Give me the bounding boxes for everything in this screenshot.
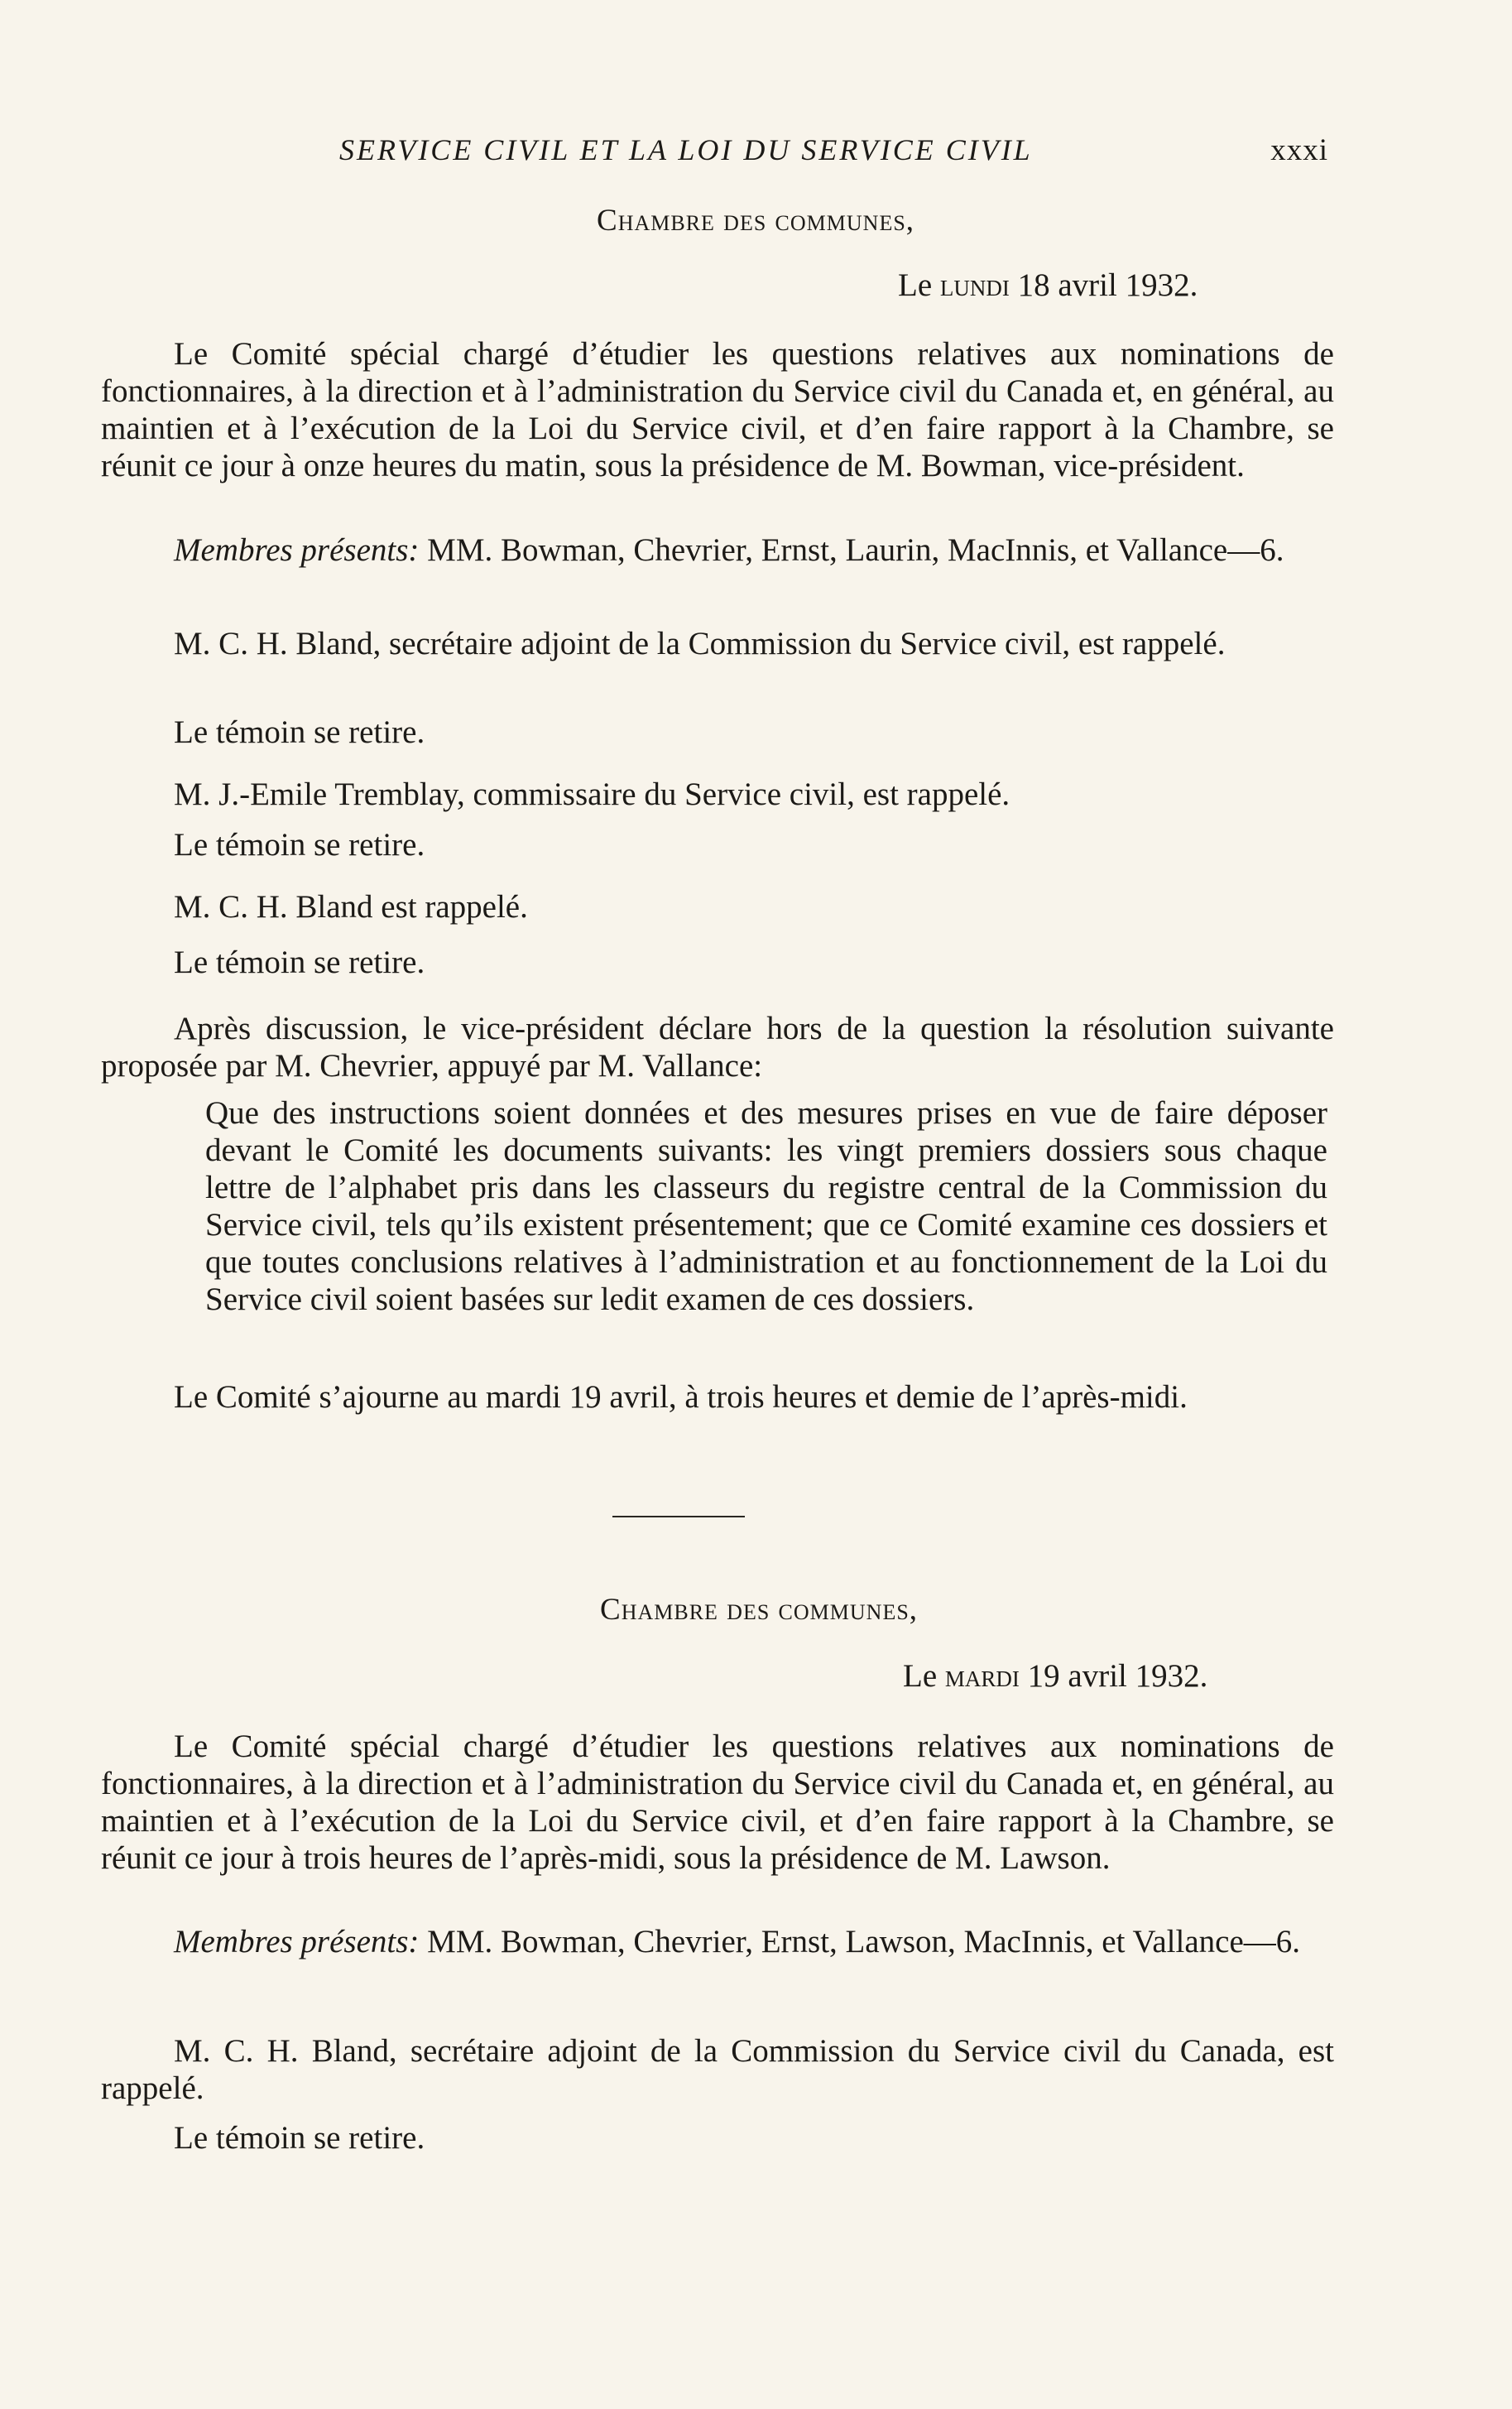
sitting-1-bland: [101, 625, 1334, 662]
dateline-rest: 18 avril 1932.: [1009, 267, 1198, 303]
bland-recalled: M. C. H. Bland, secrétaire adjoint de la Commission du Service civil du Canada, est rappelé.: [101, 2033, 1334, 2106]
discussion-paragraph: Après discussion, le vice-président déclare hors de la question la résolution suivante proposée par M. Chevrier, appuyé par M. Vallance:: [101, 1011, 1334, 1084]
sitting-1-bland-short: [101, 888, 1334, 926]
page-number: xxxi: [1270, 133, 1328, 167]
dateline-day: mardi: [944, 1658, 1020, 1694]
sitting-2-bland: [101, 2032, 1334, 2107]
witness-retires: Le témoin se retire.: [174, 714, 425, 750]
opening-paragraph: Le Comité spécial chargé d’étudier les questions relatives aux nominations de fonctionnaires, à la direction et à l’administration du Service civil du Canada et, en général, au maintien et à l’exécution de la Loi du Service civil, et d’en faire rapport à la Chambre, se réunit ce jour à trois heures de l’après-midi, sous la présidence de M. Lawson.: [101, 1729, 1334, 1876]
running-head: SERVICE CIVIL ET LA LOI DU SERVICE CIVIL: [339, 133, 1033, 166]
bland-recalled: M. C. H. Bland, secrétaire adjoint de la Commission du Service civil, est rappelé.: [174, 626, 1226, 661]
dateline-rest: 19 avril 1932.: [1019, 1658, 1208, 1694]
sitting-1-opening: [101, 335, 1334, 484]
sitting-1-members: [101, 531, 1334, 569]
members-list: MM. Bowman, Chevrier, Ernst, Laurin, MacInnis, et Vallance—6.: [419, 532, 1284, 568]
members-present: [101, 1923, 1334, 1960]
sitting-1-retire-1: [101, 714, 1334, 751]
adjournment-paragraph: Le Comité s’ajourne au mardi 19 avril, à trois heures et demie de l’après-midi.: [174, 1379, 1188, 1415]
bland-recalled-short: M. C. H. Bland est rappelé.: [174, 889, 528, 925]
chamber-heading-rest: hambre des communes,: [617, 204, 915, 238]
sitting-2-opening: [101, 1728, 1334, 1877]
section-divider: [612, 1516, 745, 1517]
members-label: Membres présents:: [174, 532, 420, 568]
members-list: MM. Bowman, Chevrier, Ernst, Lawson, MacInnis, et Vallance—6.: [419, 1924, 1301, 1959]
dateline-2: [903, 1657, 1207, 1695]
chamber-heading-initial: C: [600, 1593, 622, 1627]
sitting-1-discussion: [101, 1010, 1334, 1084]
sitting-1-adjourn: [101, 1378, 1334, 1416]
witness-retires: Le témoin se retire.: [174, 2120, 425, 2156]
witness-retires: Le témoin se retire.: [174, 945, 425, 980]
opening-paragraph: Le Comité spécial chargé d’étudier les questions relatives aux nominations de fonctionnaires, à la direction et à l’administration du Service civil du Canada et, en général, au maintien et à l’exécution de la Loi du Service civil, et d’en faire rapport à la Chambre, se réunit ce jour à onze heures du matin, sous la présidence de M. Bowman, vice-président.: [101, 336, 1334, 483]
tremblay-recalled: M. J.-Emile Tremblay, commissaire du Service civil, est rappelé.: [174, 777, 1010, 812]
dateline-prefix: Le: [898, 267, 940, 303]
dateline-day: lundi: [939, 267, 1010, 303]
members-label: Membres présents:: [174, 1924, 420, 1959]
chamber-heading-1: [597, 203, 914, 238]
chamber-heading-initial: C: [597, 204, 618, 238]
dateline-1: [898, 267, 1198, 304]
sitting-1-retire-2: [101, 826, 1334, 863]
sitting-1-tremblay: [101, 776, 1334, 813]
dateline-prefix: Le: [903, 1658, 945, 1694]
members-present: [101, 531, 1334, 569]
resolution-quote: Que des instructions soient données et des mesures prises en vue de faire déposer devant le Comité les documents suivants: les vingt premiers dossiers sous chaque lettre de l’alphabet pris dans les classeurs du registre central de la Commission du Service civil, tels qu’ils existent présentement; que ce Comité examine ces dossiers et que toutes conclusions relatives à l’administration et au fonctionnement de la Loi du Service civil soient basées sur ledit examen de ces dossiers.: [205, 1095, 1327, 1317]
sitting-2-members: [101, 1923, 1334, 1960]
sitting-2-retire: [101, 2119, 1334, 2157]
chamber-heading-2: [600, 1592, 918, 1628]
witness-retires: Le témoin se retire.: [174, 827, 425, 863]
chamber-heading-rest: hambre des communes,: [621, 1593, 919, 1627]
sitting-1-resolution: [101, 1094, 1334, 1318]
sitting-1-retire-3: [101, 944, 1334, 981]
